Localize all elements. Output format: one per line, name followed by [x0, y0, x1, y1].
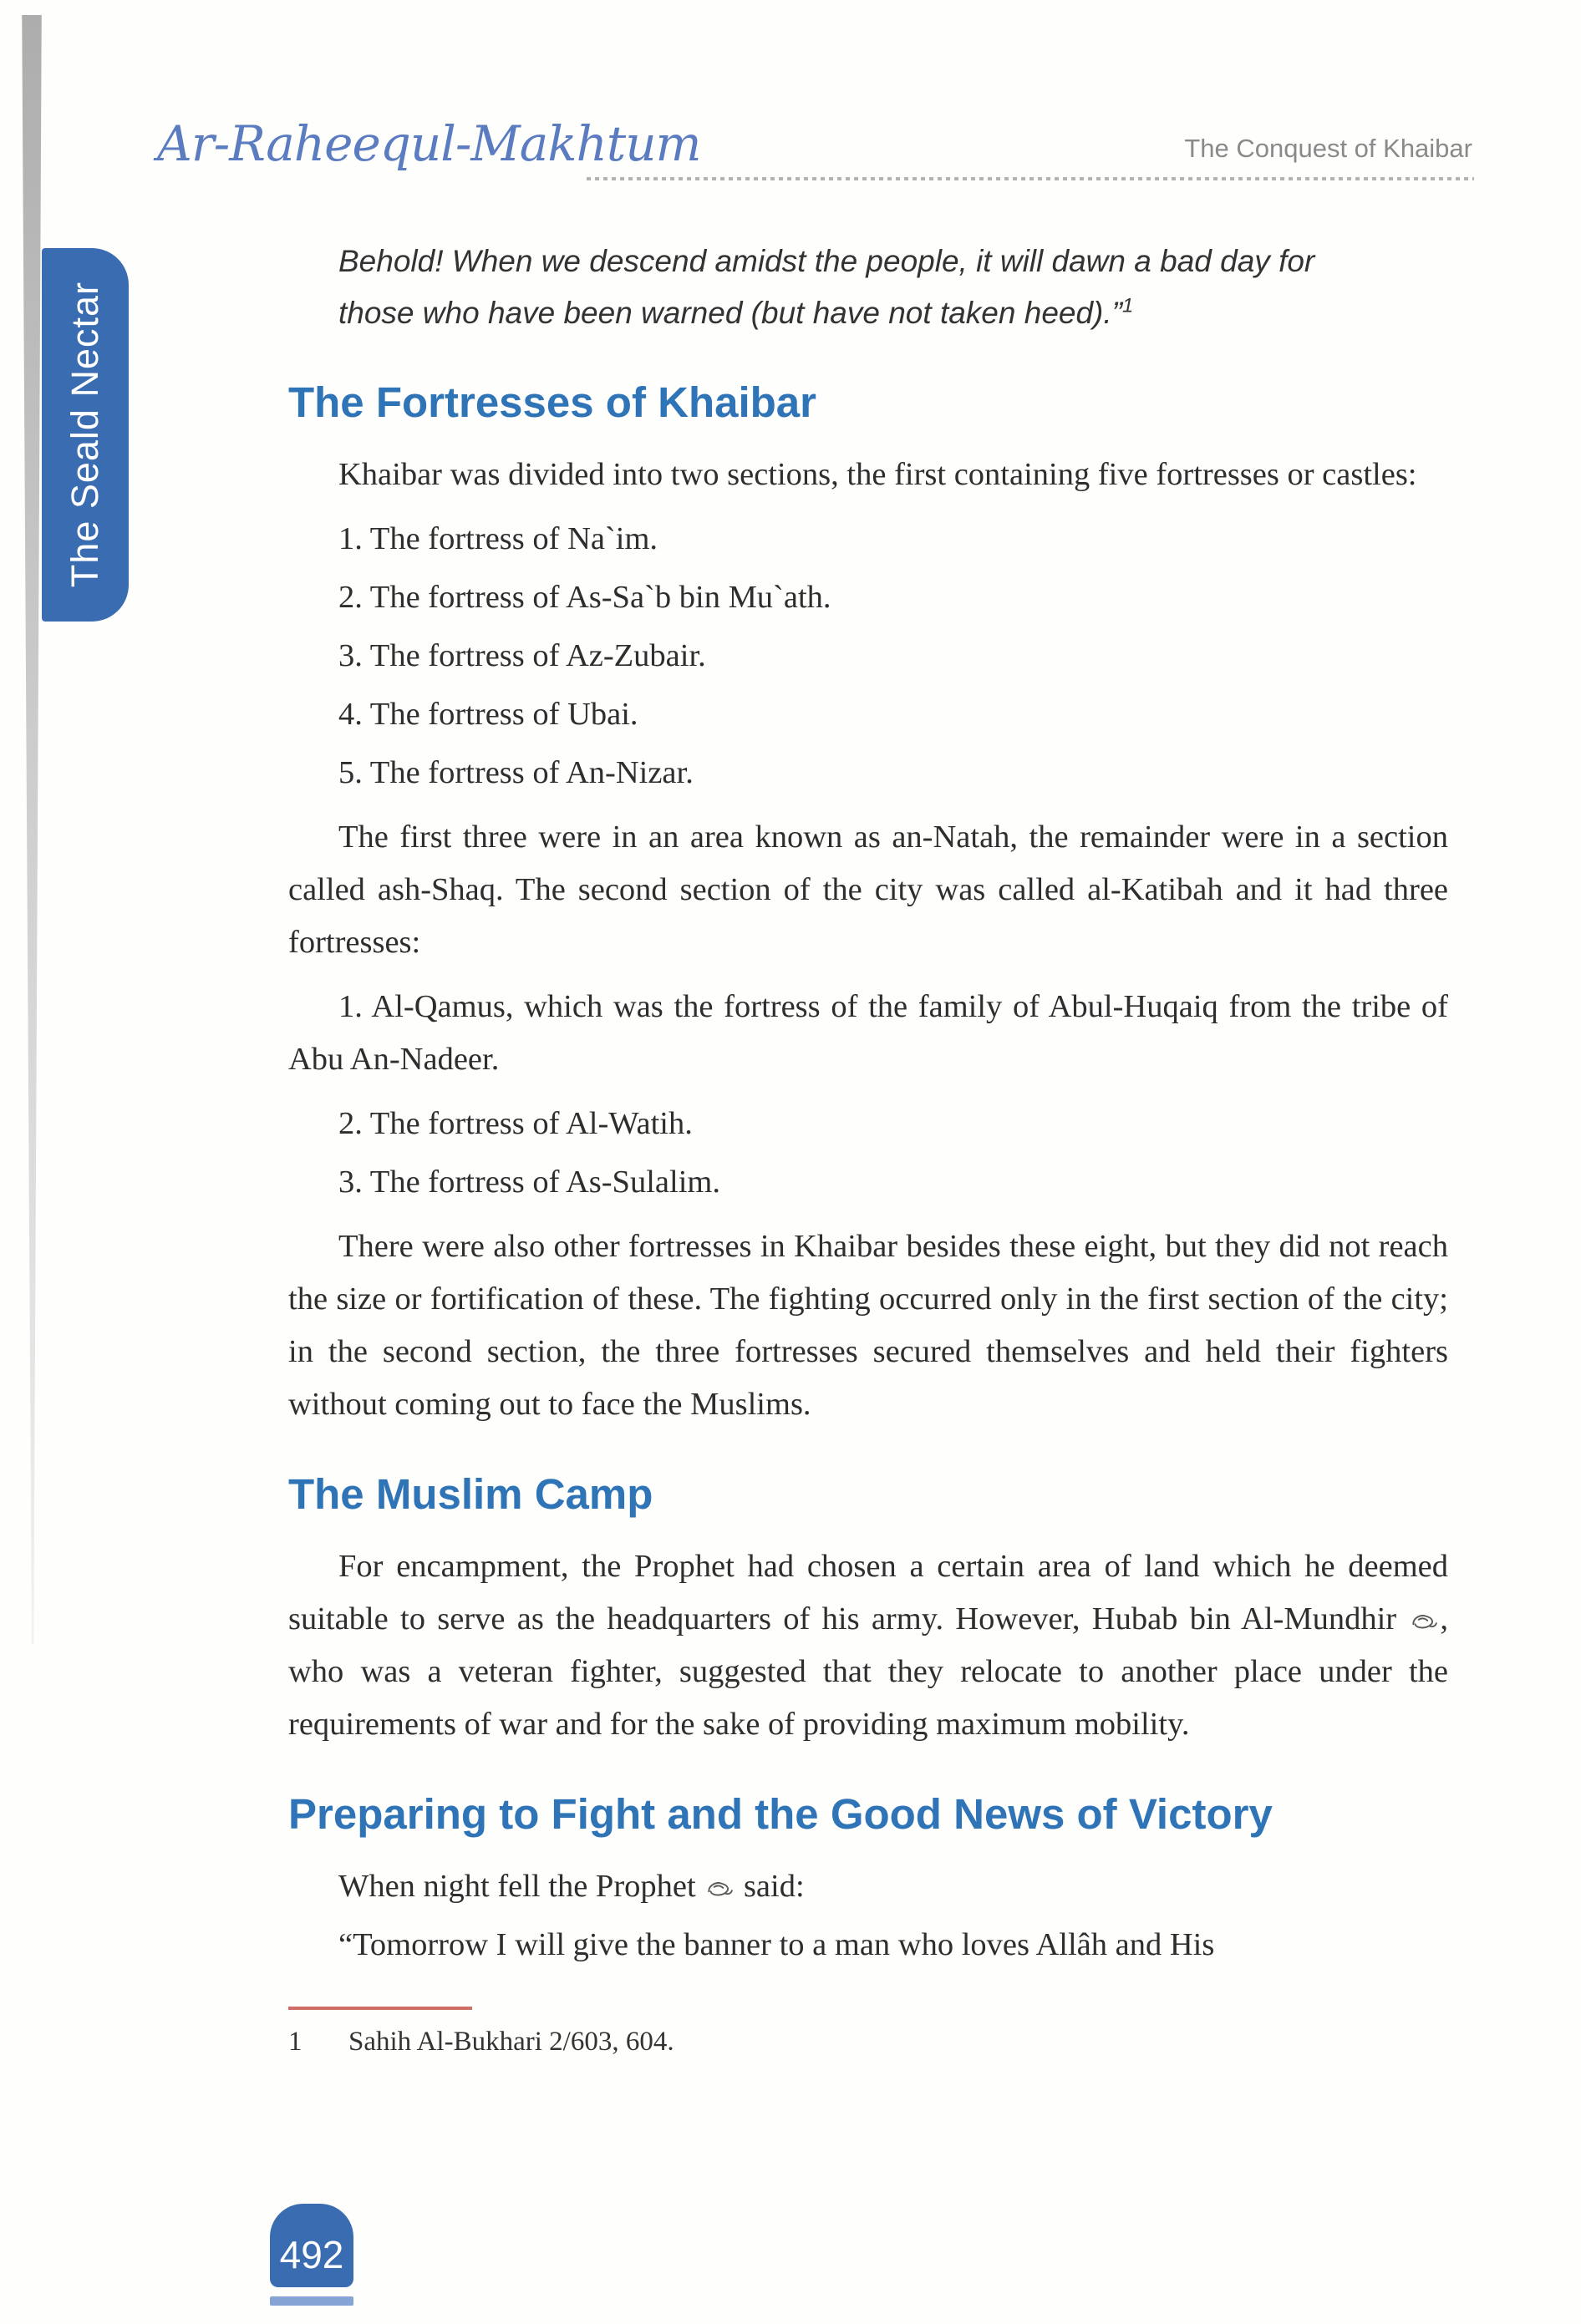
footnote — [288, 2023, 1448, 2060]
side-tab — [42, 248, 129, 622]
section-heading-preparing: Preparing to Fight and the Good News of Victory — [288, 1790, 1273, 1838]
section-heading-fortresses: The Fortresses of Khaibar — [288, 378, 816, 426]
list-item: 1. The fortress of Na`im. — [338, 521, 658, 556]
footnote-number: 1 — [288, 2027, 302, 2057]
header-dotted-rule — [587, 177, 1474, 180]
hadith-quote-line: “Tomorrow I will give the banner to a man who loves Allâh and His — [338, 1927, 1215, 1962]
list-item: 4. The fortress of Ubai. — [338, 697, 638, 732]
page-number-badge — [270, 2204, 353, 2287]
paragraph: When night fell the Prophet said: — [338, 1869, 805, 1904]
page-gutter-shadow — [20, 15, 43, 1644]
page-number: 492 — [279, 2233, 344, 2276]
side-tab-label: The Seald Nectar — [64, 282, 106, 588]
footnote-rule — [288, 2007, 472, 2010]
list-item: 2. The fortress of As-Sa`b bin Mu`ath. — [338, 580, 831, 615]
paragraph: For encampment, the Prophet had chosen a certain area of land which he deemed suitable to serve as the headquarters of his army. However, Hubab bin Al-Mundhir , who was a veteran fighter, suggested that they relocate to another place under the requirements of war and for the sake of providing maximum mobility. — [288, 1549, 1449, 1742]
text-column — [288, 236, 1448, 2060]
section-heading-muslim-camp: The Muslim Camp — [288, 1470, 653, 1518]
page-number-underbar — [270, 2296, 353, 2306]
quranic-quote — [338, 236, 1448, 339]
chapter-running-head: The Conquest of Khaibar — [1184, 134, 1472, 163]
quote-line-1: Behold! When we descend amidst the people, it will dawn a bad day for — [338, 244, 1315, 278]
list-item: 2. The fortress of Al-Watih. — [338, 1106, 693, 1141]
radi-allahu-anhu-calligraphy-icon — [1410, 1611, 1438, 1632]
footnote-reference: 1 — [1121, 294, 1134, 317]
paragraph: There were also other fortresses in Khaibar besides these eight, but they did not reach the size or fortification of these. The fighting occurred only in the first section of the city; in the second section, the three fortresses secured themselves and held their fighters without coming out to face the Muslims. — [288, 1229, 1448, 1422]
list-item: 1. Al-Qamus, which was the fortress of the family of Abul-Huqaiq from the tribe of Abu An-Nadeer. — [288, 989, 1448, 1077]
list-item: 3. The fortress of Az-Zubair. — [338, 638, 706, 673]
book-title-script: Ar-Raheequl-Makhtum — [157, 115, 701, 172]
list-item: 5. The fortress of An-Nizar. — [338, 755, 694, 790]
quote-line-2: those who have been warned (but have not taken heed).”$^1$ — [338, 294, 1134, 330]
paragraph: The first three were in an area known as an-Natah, the remainder were in a section called ash-Shaq. The second section of the city was called al-Katibah and it had three fortresses: — [288, 819, 1448, 960]
paragraph: Khaibar was divided into two sections, the first containing five fortresses or castles: — [338, 457, 1417, 492]
footnote-text: Sahih Al-Bukhari 2/603, 604. — [348, 2027, 674, 2057]
sallallahu-alayhi-wasallam-calligraphy-icon — [705, 1878, 734, 1900]
list-item: 3. The fortress of As-Sulalim. — [338, 1165, 720, 1200]
